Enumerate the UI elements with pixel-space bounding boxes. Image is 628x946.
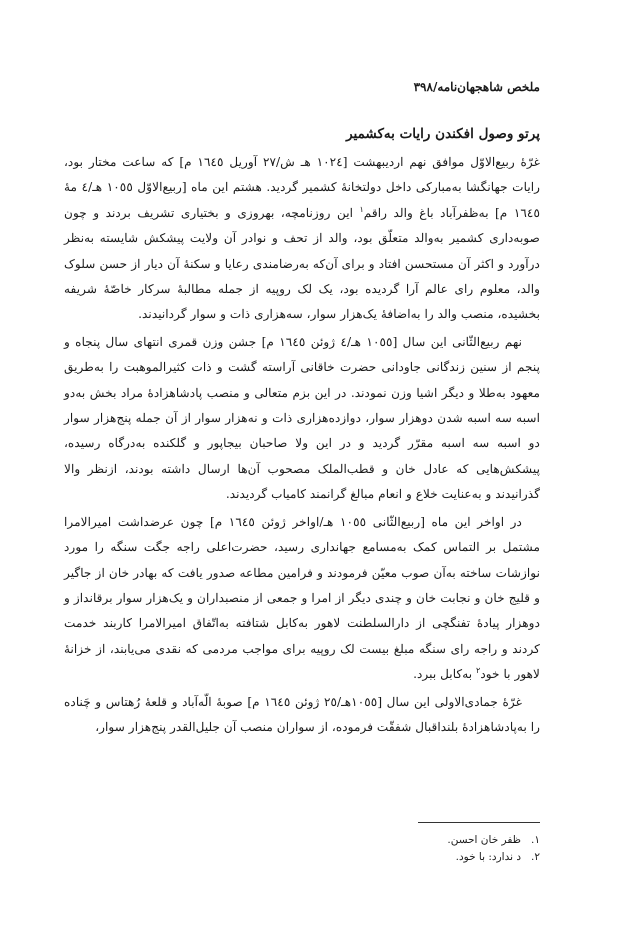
footnote-1 bbox=[447, 832, 540, 849]
paragraph-1-text-b: این روزنامچه، بهروزی و بختیاری تشریف بردند و چون صوبه‌داری کشمیر به‌والد متعلّق بود، والد از تحف و نوادر آن ولایت پیشکش شایسته به‌نظر درآورد و اکثر آن مستحسن افتاد و برای آن‌که به‌رضامندی رعایا و سکنۀ آن دیار از حسن سلوک والد، معلوم رای عالم آرا گردیده بود، یک لک روپیه از جمله مطالبۀ سرکار خاصّۀ شریفه بخشیده، منصب والد را به‌اضافۀ یک‌هزار سوار، سه‌هزاری ذات و سوار گردانیدند. bbox=[64, 205, 540, 322]
footnote-ref-1[interactable]: ١ bbox=[359, 204, 364, 214]
paragraph-3-text-a: در اواخر این ماه [ربیع‌الثّانی ١٠٥٥ هـ/اواخر ژوئن ١٦٤٥ م] چون عرضداشت امیرالامرا مشتمل بر التماس کمک به‌مسامع جهانداری رسید، حضرت‌اعلی راجه جگت سنگه را مورد نوازشات ساخته به‌آن صوب معیّن فرمودند و فرامین مطاعه صدور یافت که بهادر خان از جاگیر و قلیج خان و نجابت خان و چندی دیگر از امرا و جمعی از منصبداران و یک‌هزار سوار برقانداز و دوهزار پیادۀ تفنگچی از دارالسلطنت لاهور به‌کابل شتافته به‌اتّفاق امیرالامرا کاربند خدمت کردند و راجه رای سنگه مبلغ بیست لک روپیه برای مواجب مردمی که نقدی می‌یابند، از خزانۀ لاهور با خود bbox=[64, 514, 540, 682]
section-heading: پرتو وصول افکندن رایات به‌کشمیر bbox=[346, 126, 540, 142]
footnote-text: ظفر خان احسن. bbox=[447, 834, 522, 846]
paragraph-2: نهم ربیع‌الثّانی این سال [١٠٥٥ هـ/٤ ژوئن ١٦٤٥ م] جشن وزن قمری انتهای سال پنجاه و پنجم از سنین زندگانی جاودانی حضرت خاقانی آراسته گشت و ذات کثیرالموهبت را به‌طریق معهود به‌طلا و دیگر اشیا وزن نمودند. در این بزم متعالی و منصب پادشاهزادۀ مراد بخش به‌دو اسبه سه اسبه شدن دوهزار سوار، دوازده‌هزاری ذات و نه‌هزار سوار از آن جمله پنج‌هزار سوار دو اسبه سه اسبه مقرّر گردید و در این ولا صاحبان بیجاپور و گلکنده به‌درگاه رسیده، پیشکش‌هایی که عادل خان و قطب‌الملک مصحوب آن‌ها ارسال داشته بودند، ازنظر والا گذرانیدند و به‌عنایت خلاع و انعام مبالغ گرانمند کامیاب گردیدند. bbox=[64, 334, 540, 502]
footnote-number: ٢. bbox=[531, 851, 540, 863]
footnote-text: د ندارد: با خود. bbox=[455, 851, 522, 863]
paragraph-1 bbox=[64, 150, 540, 328]
footnote-divider bbox=[418, 822, 540, 823]
paragraph-1-text-a: غرّۀ ربیع‌الاوّل موافق نهم اردیبهشت [١٠٢٤ هـ ش/٢٧ آوریل ١٦٤٥ م] که ساعت مختار بود، رایات جهانگشا به‌مبارکی داخل دولتخانۀ کشمیر گردید. هشتم این ماه [ربیع‌الاوّل ١٠٥٥ هـ/٤ مۀ ١٦٤٥ م] به‌ظفرآباد باغ والد راقم bbox=[64, 155, 541, 220]
paragraph-4: غرّۀ جمادی‌الاولی این سال [١٠٥٥هـ/٢٥ ژوئن ١٦٤٥ م] صوبۀ الّه‌آباد و قلعۀ رُهتاس و چَناده را به‌پادشاهزادۀ بلنداقبال شفقّت فرموده، از سواران منصب آن جلیل‌القدر پنج‌هزار سوار، bbox=[64, 694, 540, 734]
running-header: ملخص شاهجهان‌نامه/٣٩٨ bbox=[413, 80, 540, 94]
body-text bbox=[64, 124, 540, 740]
paragraph-3 bbox=[64, 510, 540, 688]
footnotes bbox=[447, 832, 540, 866]
footnote-ref-2[interactable]: ٢ bbox=[476, 666, 481, 676]
footnote-2 bbox=[447, 849, 540, 866]
paragraph-3-text-b: به‌کابل ببرد. bbox=[413, 667, 477, 682]
footnote-number: ١. bbox=[531, 834, 540, 846]
